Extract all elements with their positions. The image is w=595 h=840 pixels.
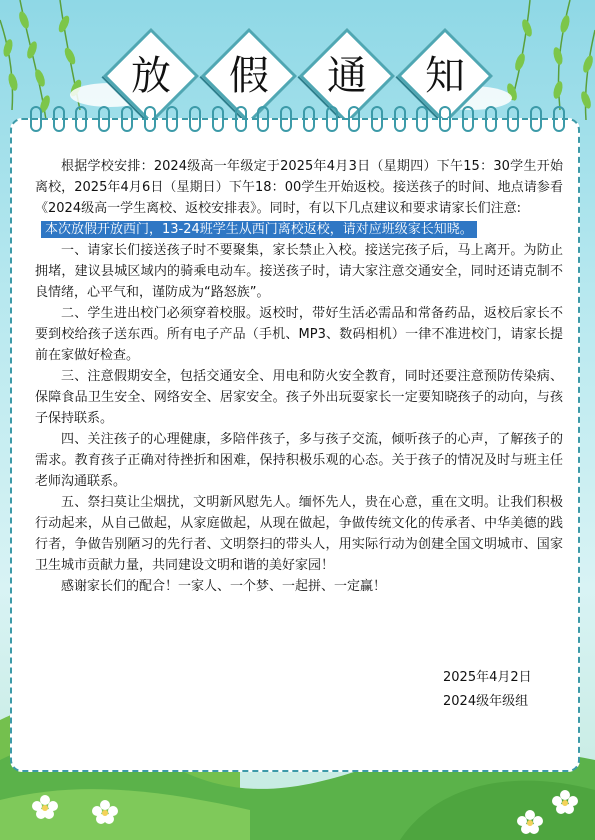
binder-ring bbox=[371, 106, 383, 132]
binder-ring bbox=[212, 106, 224, 132]
binder-ring bbox=[166, 106, 178, 132]
binder-ring bbox=[394, 106, 406, 132]
binder-ring bbox=[280, 106, 292, 132]
binder-ring bbox=[416, 106, 428, 132]
binder-ring bbox=[507, 106, 519, 132]
binder-ring bbox=[462, 106, 474, 132]
binder-ring bbox=[53, 106, 65, 132]
binder-ring bbox=[439, 106, 451, 132]
binder-ring bbox=[121, 106, 133, 132]
binder-ring bbox=[257, 106, 269, 132]
binder-ring bbox=[235, 106, 247, 132]
binder-ring bbox=[303, 106, 315, 132]
binder-ring bbox=[30, 106, 42, 132]
title-char: 假 bbox=[228, 53, 269, 99]
binder-ring bbox=[189, 106, 201, 132]
binder-ring bbox=[326, 106, 338, 132]
point-paragraph: 五、祭扫莫让尘烟扰，文明新风慰先人。缅怀先人，贵在心意，重在文明。让我们积极行动起来，从自己做起，从家庭做起，从现在做起，争做传统文化的传承者、中华美德的践行者，争做告别陋习的先行者、文明祭扫的带头人，用实际行动为创建全国文明城市、国家卫生城市贡献力量，共同建设文明和谐的美好家园！ bbox=[35, 495, 563, 573]
point-paragraph: 三、注意假期安全，包括交通安全、用电和防火安全教育，同时还要注意预防传染病、保障食品卫生安全、网络安全、居家安全。孩子外出玩耍家长一定要知晓孩子的动向，与孩子保持联系。 bbox=[35, 369, 563, 426]
title-char: 知 bbox=[424, 53, 465, 99]
point-paragraph: 一、请家长们接送孩子时不要聚集，家长禁止入校。接送完孩子后，马上离开。为防止拥堵，建议县城区域内的骑乘电动车。接送孩子时，请大家注意交通安全，同时还请克制不良情绪，心平气和，谨防成为“路怒族”。 bbox=[35, 243, 563, 300]
binder-ring bbox=[530, 106, 542, 132]
binder-ring bbox=[485, 106, 497, 132]
highlight-note: 本次放假开放西门，13-24班学生从西门离校返校，请对应班级家长知晓。 bbox=[41, 221, 477, 238]
binder-ring bbox=[98, 106, 110, 132]
intro-paragraph: 根据学校安排：2024级高一年级定于2025年4月3日（星期四）下午15：30学生开始离校，2025年4月6日（星期日）下午18：00学生开始返校。接送孩子的时间、地点请参看《2024级高一学生离校、返校安排表》。同时，有以下几点建议和要求请家长们注意: bbox=[35, 159, 563, 216]
binder-ring bbox=[348, 106, 360, 132]
point-paragraph: 二、学生进出校门必须穿着校服。返校时，带好生活必需品和常备药品，返校后家长不要到校给孩子送东西。所有电子产品（手机、MP3、数码相机）一律不准进校门，请家长提前在家做好检查。 bbox=[35, 306, 563, 363]
notice-date: 2025年4月2日 bbox=[443, 670, 532, 685]
thanks-paragraph: 感谢家长们的配合！一家人、一个梦、一起拼、一定赢！ bbox=[61, 579, 387, 594]
notice-body bbox=[35, 156, 563, 597]
title-char: 通 bbox=[326, 53, 367, 99]
notice-signature: 2024级年级组 bbox=[443, 694, 529, 709]
binder-ring bbox=[75, 106, 87, 132]
binder-ring bbox=[553, 106, 565, 132]
binder-ring bbox=[144, 106, 156, 132]
point-paragraph: 四、关注孩子的心理健康，多陪伴孩子，多与孩子交流，倾听孩子的心声，了解孩子的需求。教育孩子正确对待挫折和困难，保持积极乐观的心态。关于孩子的情况及时与班主任老师沟通联系。 bbox=[35, 432, 563, 489]
binder-rings bbox=[30, 106, 565, 136]
title-char: 放 bbox=[130, 53, 171, 99]
highlight-paragraph bbox=[35, 219, 563, 240]
